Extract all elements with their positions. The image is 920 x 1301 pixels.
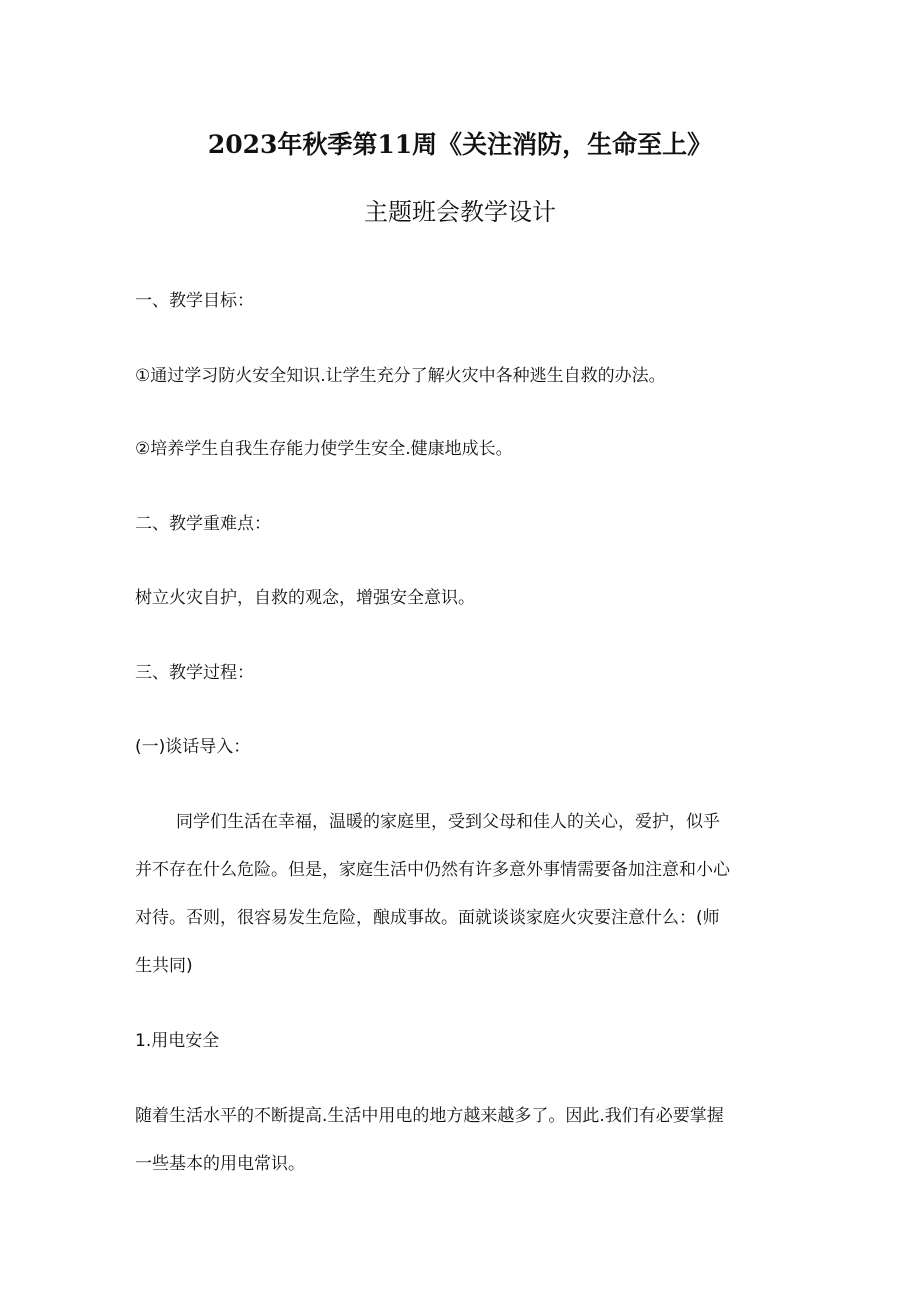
objective-item-2: ②培养学生自我生存能力使学生安全.健康地成长。 — [135, 439, 513, 459]
intro-paragraph-line: 生共同) — [135, 956, 193, 976]
section-heading-objectives: 一、教学目标： — [135, 291, 254, 311]
objective-item-1: ①通过学习防火安全知识.让学生充分了解火灾中各种逃生自救的办法。 — [135, 366, 666, 386]
intro-paragraph-line: 同学们生活在幸福，温暖的家庭里，受到父母和佳人的关心，爱护，似乎 — [176, 812, 720, 832]
section-heading-process: 三、教学过程： — [135, 663, 254, 683]
document-title-line-1: 2023年秋季第11周《关注消防，生命至上》 — [207, 130, 713, 159]
electricity-paragraph-line: 随着生活水平的不断提高.生活中用电的地方越来越多了。因此.我们有必要掌握 — [135, 1106, 724, 1126]
intro-paragraph-line: 对待。否则，很容易发生危险，酿成事故。面就谈谈家庭火灾要注意什么：(师 — [135, 908, 720, 928]
key-points-text: 树立火灾自护，自救的观念，增强安全意识。 — [135, 588, 475, 608]
subsection-heading-intro: (一)谈话导入： — [135, 737, 251, 757]
electricity-paragraph-line: 一些基本的用电常识。 — [135, 1154, 305, 1174]
intro-paragraph-line: 并不存在什么危险。但是，家庭生活中仍然有许多意外事情需要备加注意和小心 — [135, 860, 730, 880]
section-heading-key-points: 二、教学重难点： — [135, 514, 271, 534]
document-title-line-2: 主题班会教学设计 — [364, 198, 556, 226]
item-heading-electricity-safety: 1.用电安全 — [135, 1031, 220, 1051]
